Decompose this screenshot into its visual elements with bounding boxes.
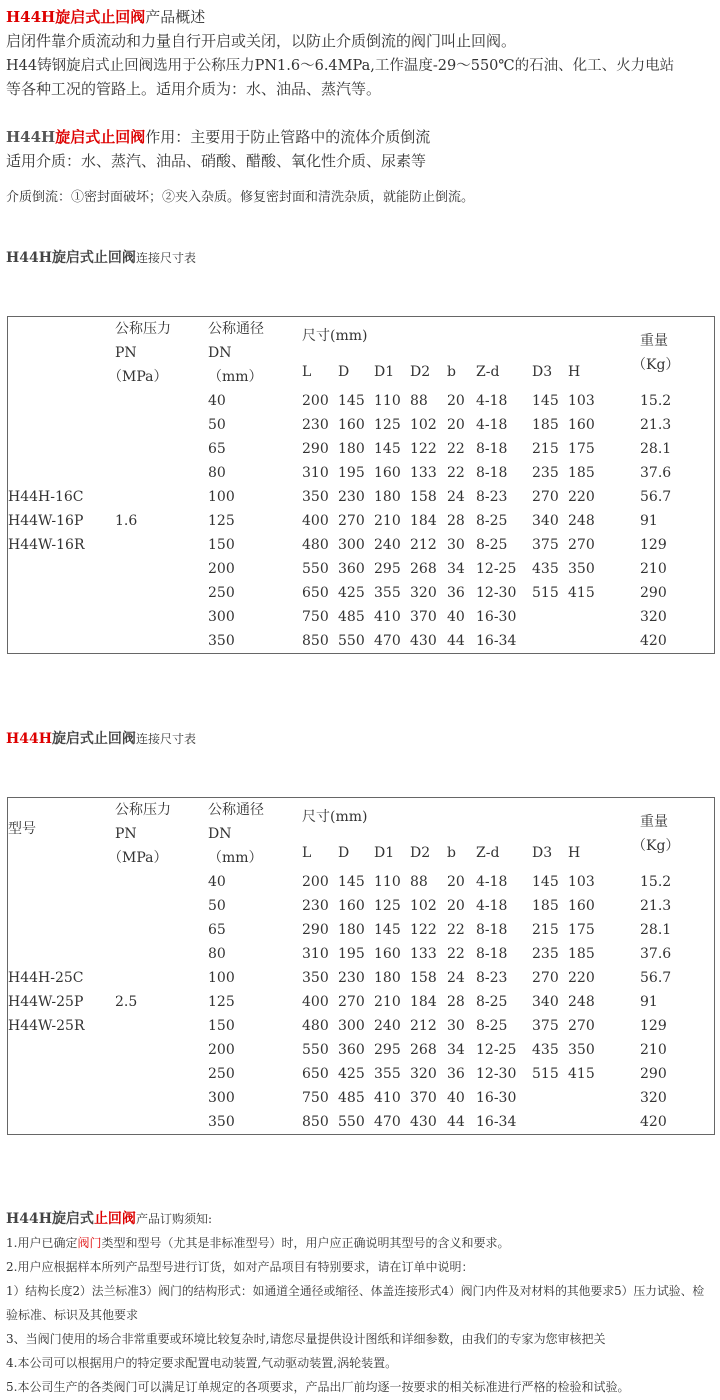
table-cell: 91	[640, 994, 658, 1010]
column-header: H	[568, 845, 581, 861]
order-title	[6, 1208, 212, 1228]
table-cell: 50	[208, 417, 226, 433]
table-cell: 375	[532, 537, 559, 553]
table-cell: 212	[410, 537, 437, 553]
intro-title	[6, 6, 205, 27]
table-cell: 22	[447, 441, 465, 457]
table-cell: 235	[532, 465, 559, 481]
table-cell: 133	[410, 946, 437, 962]
order-title-rest: 产品订购须知:	[135, 1212, 212, 1226]
table-cell: 30	[447, 1018, 465, 1034]
table-cell: 550	[302, 1042, 329, 1058]
column-header: D1	[374, 364, 395, 380]
table-cell: 50	[208, 898, 226, 914]
table-cell: 22	[447, 946, 465, 962]
table-cell: 370	[410, 1090, 437, 1106]
table-cell: 129	[640, 537, 667, 553]
table-cell: 100	[208, 970, 235, 986]
table-cell: 8-23	[476, 970, 508, 986]
table-cell: 185	[532, 898, 559, 914]
weight-unit: （Kg）	[632, 838, 680, 854]
table-cell: 415	[568, 585, 595, 601]
table-cell: 270	[532, 970, 559, 986]
table-cell: 12-25	[476, 1042, 517, 1058]
table-cell: 248	[568, 513, 595, 529]
table1-title	[6, 247, 196, 267]
table-cell: 160	[568, 898, 595, 914]
table-cell: 125	[208, 513, 235, 529]
dn-unit: （mm）	[208, 369, 263, 385]
table-cell: 270	[532, 489, 559, 505]
table-cell: 28.1	[640, 441, 672, 457]
table-cell: 430	[410, 1114, 437, 1130]
usage-line: 适用介质：水、蒸汽、油品、硝酸、醋酸、氧化性介质、尿素等	[6, 152, 427, 170]
pn-header: PN	[115, 345, 137, 361]
table-cell: 36	[447, 1066, 465, 1082]
column-header: b	[447, 364, 456, 380]
column-header: Z-d	[476, 845, 500, 861]
table-cell: 150	[208, 537, 235, 553]
table-cell: 420	[640, 633, 667, 649]
table-cell: 122	[410, 922, 437, 938]
table-cell: 200	[208, 1042, 235, 1058]
table-cell: 8-18	[476, 441, 508, 457]
table-cell: 230	[338, 970, 365, 986]
table-cell: 122	[410, 441, 437, 457]
table-cell: 355	[374, 585, 401, 601]
table-cell: 15.2	[640, 393, 672, 409]
pn-value: 1.6	[115, 513, 138, 529]
table-cell: 80	[208, 465, 226, 481]
order-line: 3、当阀门使用的场合非常重要或环境比较复杂时,请您尽量提供设计图纸和详细参数，由我们的专家为您审核把关	[6, 1332, 606, 1346]
table-cell: 360	[338, 561, 365, 577]
table-cell: 175	[568, 922, 595, 938]
intro-line: 等各种工况的管路上。适用介质为：水、油品、蒸汽等。	[6, 80, 382, 98]
table-cell: 375	[532, 1018, 559, 1034]
table-cell: 28.1	[640, 922, 672, 938]
intro-line: 启闭件靠介质流动和力量自行开启或关闭，以防止介质倒流的阀门叫止回阀。	[6, 32, 517, 50]
usage-prefix: H44H	[6, 128, 56, 146]
table-cell: 420	[640, 1114, 667, 1130]
table-cell: 103	[568, 393, 595, 409]
table-cell: 185	[532, 417, 559, 433]
table-cell: 36	[447, 585, 465, 601]
table-cell: 110	[374, 874, 401, 890]
table-cell: 850	[302, 1114, 329, 1130]
table-cell: 8-25	[476, 513, 508, 529]
dimension-table-pn25	[7, 797, 715, 1135]
intro-title-rest: 产品概述	[145, 8, 206, 26]
column-header: L	[302, 845, 312, 861]
table-cell: 320	[640, 1090, 667, 1106]
table-cell: 268	[410, 1042, 437, 1058]
table-cell: 56.7	[640, 970, 672, 986]
table-cell: 145	[374, 441, 401, 457]
table-cell: 350	[568, 1042, 595, 1058]
table-cell: 34	[447, 561, 465, 577]
table-cell: 210	[640, 1042, 667, 1058]
table-cell: 850	[302, 633, 329, 649]
model-name: H44H-16C	[8, 489, 84, 505]
table2-title-red: H44H	[6, 731, 52, 747]
table-cell: 28	[447, 513, 465, 529]
weight-unit: （Kg）	[632, 357, 680, 373]
weight-header: 重量	[640, 333, 668, 349]
table-cell: 145	[532, 393, 559, 409]
table-cell: 480	[302, 1018, 329, 1034]
table-cell: 102	[410, 898, 437, 914]
table-cell: 145	[338, 874, 365, 890]
column-header: L	[302, 364, 312, 380]
table-cell: 133	[410, 465, 437, 481]
table-cell: 470	[374, 633, 401, 649]
order-line: 2.用户应根据样本所列产品型号进行订货，如对产品项目有特别要求，请在订单中说明：	[6, 1260, 474, 1274]
table2-title-bold: 旋启式止回阀	[51, 731, 136, 747]
table-cell: 295	[374, 561, 401, 577]
table-cell: 195	[338, 465, 365, 481]
table-cell: 4-18	[476, 898, 508, 914]
table-cell: 65	[208, 441, 226, 457]
table-cell: 240	[374, 1018, 401, 1034]
table-cell: 20	[447, 874, 465, 890]
table-cell: 235	[532, 946, 559, 962]
weight-header: 重量	[640, 814, 668, 830]
usage-line: 介质倒流：①密封面破坏；②夹入杂质。修复密封面和清洗杂质，就能防止倒流。	[6, 190, 475, 205]
table-cell: 320	[640, 609, 667, 625]
pn-header: 公称压力	[115, 321, 171, 337]
table-cell: 100	[208, 489, 235, 505]
table-cell: 650	[302, 1066, 329, 1082]
table-cell: 160	[568, 417, 595, 433]
table1-title-bold: H44H旋启式止回阀	[6, 250, 136, 266]
table-cell: 16-34	[476, 633, 517, 649]
table-cell: 425	[338, 585, 365, 601]
table-cell: 40	[447, 1090, 465, 1106]
model-name: H44W-16R	[8, 537, 85, 553]
table-cell: 295	[374, 1042, 401, 1058]
table-cell: 350	[568, 561, 595, 577]
table-cell: 410	[374, 1090, 401, 1106]
table-cell: 160	[338, 417, 365, 433]
table-cell: 230	[302, 417, 329, 433]
column-header: Z-d	[476, 364, 500, 380]
table-cell: 40	[208, 874, 226, 890]
usage-title	[6, 126, 430, 147]
dn-header: 公称通径	[208, 321, 264, 337]
table-cell: 180	[374, 970, 401, 986]
table-cell: 340	[532, 513, 559, 529]
table-cell: 16-30	[476, 1090, 517, 1106]
table-cell: 750	[302, 1090, 329, 1106]
pn-unit: （MPa）	[108, 850, 168, 866]
table-cell: 21.3	[640, 898, 672, 914]
table-cell: 300	[208, 1090, 235, 1106]
dn-header: DN	[208, 345, 232, 361]
table-cell: 65	[208, 922, 226, 938]
table-cell: 158	[410, 489, 437, 505]
table-cell: 355	[374, 1066, 401, 1082]
table-cell: 430	[410, 633, 437, 649]
model-name: H44W-16P	[8, 513, 84, 529]
dimension-table-pn16	[7, 316, 715, 654]
table-cell: 290	[302, 922, 329, 938]
table-cell: 220	[568, 970, 595, 986]
table-cell: 300	[338, 537, 365, 553]
table-cell: 350	[302, 970, 329, 986]
column-header: D2	[410, 364, 431, 380]
table-cell: 160	[338, 898, 365, 914]
table-cell: 485	[338, 1090, 365, 1106]
order-line	[6, 1234, 509, 1251]
table-cell: 20	[447, 417, 465, 433]
table-cell: 145	[374, 922, 401, 938]
model-name: H44W-25R	[8, 1018, 85, 1034]
table-cell: 230	[302, 898, 329, 914]
table2-title	[6, 728, 196, 748]
table-cell: 485	[338, 609, 365, 625]
table-cell: 210	[374, 513, 401, 529]
table-cell: 250	[208, 1066, 235, 1082]
order-line: 1）结构长度2）法兰标准3）阀门的结构形式：如通道全通径或缩径、体盖连接形式4）阀门内件及对材料的其他要求5）压力试验、检	[6, 1284, 705, 1298]
table-cell: 210	[374, 994, 401, 1010]
table-cell: 184	[410, 994, 437, 1010]
table-cell: 8-18	[476, 946, 508, 962]
table-cell: 240	[374, 537, 401, 553]
column-header: D	[338, 845, 350, 861]
table-cell: 310	[302, 946, 329, 962]
table-cell: 550	[302, 561, 329, 577]
table-cell: 470	[374, 1114, 401, 1130]
table-cell: 210	[640, 561, 667, 577]
dn-header: 公称通径	[208, 802, 264, 818]
table-cell: 125	[374, 417, 401, 433]
table-cell: 37.6	[640, 946, 672, 962]
table-cell: 44	[447, 1114, 465, 1130]
order-title-red: 止回阀	[93, 1211, 136, 1227]
table1-title-rest: 连接尺寸表	[135, 251, 196, 265]
table-cell: 212	[410, 1018, 437, 1034]
table-cell: 270	[568, 1018, 595, 1034]
table-cell: 180	[374, 489, 401, 505]
table-cell: 4-18	[476, 417, 508, 433]
table-cell: 34	[447, 1042, 465, 1058]
table-cell: 400	[302, 513, 329, 529]
order-title-prefix: H44H旋启式	[6, 1211, 94, 1227]
table-cell: 270	[338, 513, 365, 529]
table-cell: 8-25	[476, 537, 508, 553]
usage-red: 旋启式止回阀	[55, 128, 146, 146]
table-cell: 248	[568, 994, 595, 1010]
table-cell: 160	[374, 946, 401, 962]
table-cell: 425	[338, 1066, 365, 1082]
dn-header: DN	[208, 826, 232, 842]
table-cell: 550	[338, 1114, 365, 1130]
table-cell: 20	[447, 393, 465, 409]
table-cell: 22	[447, 922, 465, 938]
table-cell: 184	[410, 513, 437, 529]
table-cell: 158	[410, 970, 437, 986]
intro-line: H44铸钢旋启式止回阀选用于公称压力PN1.6～6.4MPa,工作温度-29～550℃的石油、化工、火力电站	[6, 58, 675, 74]
column-header: b	[447, 845, 456, 861]
intro-title-red: H44H旋启式止回阀	[6, 8, 146, 26]
table-cell: 37.6	[640, 465, 672, 481]
order-line: 4.本公司可以根据用户的特定要求配置电动装置,气动驱动装置,涡轮装置。	[6, 1356, 398, 1370]
table-cell: 15.2	[640, 874, 672, 890]
table-cell: 185	[568, 946, 595, 962]
table-cell: 310	[302, 465, 329, 481]
table-cell: 515	[532, 585, 559, 601]
table-cell: 270	[338, 994, 365, 1010]
table-cell: 4-18	[476, 393, 508, 409]
table-cell: 180	[338, 922, 365, 938]
table-cell: 410	[374, 609, 401, 625]
pn-unit: （MPa）	[108, 369, 168, 385]
size-header: 尺寸(mm)	[302, 328, 368, 344]
table-cell: 110	[374, 393, 401, 409]
table-cell: 40	[447, 609, 465, 625]
table-cell: 200	[302, 393, 329, 409]
table-cell: 290	[640, 585, 667, 601]
model-name: H44H-25C	[8, 970, 84, 986]
column-header: D2	[410, 845, 431, 861]
table-cell: 370	[410, 609, 437, 625]
table-cell: 91	[640, 513, 658, 529]
table-cell: 30	[447, 537, 465, 553]
table-cell: 415	[568, 1066, 595, 1082]
table-cell: 435	[532, 561, 559, 577]
order-red: 阀门	[77, 1236, 102, 1250]
order-line: 5.本公司生产的各类阀门可以满足订单规定的各项要求，产品出厂前均逐一按要求的相关标准进行严格的检验和试验。	[6, 1380, 630, 1394]
table-cell: 16-30	[476, 609, 517, 625]
table-cell: 320	[410, 585, 437, 601]
pn-header: PN	[115, 826, 137, 842]
table-cell: 145	[338, 393, 365, 409]
size-header: 尺寸(mm)	[302, 809, 368, 825]
table-cell: 20	[447, 898, 465, 914]
table-cell: 750	[302, 609, 329, 625]
table-cell: 250	[208, 585, 235, 601]
table-cell: 12-25	[476, 561, 517, 577]
table-cell: 4-18	[476, 874, 508, 890]
dn-unit: （mm）	[208, 850, 263, 866]
order-line: 验标准、标识及其他要求	[6, 1308, 139, 1322]
table-cell: 435	[532, 1042, 559, 1058]
table-cell: 12-30	[476, 585, 517, 601]
table-cell: 340	[532, 994, 559, 1010]
table-cell: 24	[447, 970, 465, 986]
table-cell: 200	[208, 561, 235, 577]
table-cell: 175	[568, 441, 595, 457]
table-cell: 290	[640, 1066, 667, 1082]
table-cell: 350	[302, 489, 329, 505]
table-cell: 8-23	[476, 489, 508, 505]
table-cell: 8-25	[476, 994, 508, 1010]
column-header: H	[568, 364, 581, 380]
table-cell: 21.3	[640, 417, 672, 433]
table-cell: 145	[532, 874, 559, 890]
order-text: 类型和型号（尤其是非标准型号）时，用户应正确说明其型号的含义和要求。	[101, 1236, 510, 1250]
table-cell: 103	[568, 874, 595, 890]
table-cell: 125	[374, 898, 401, 914]
column-header: D3	[532, 845, 553, 861]
column-header: D3	[532, 364, 553, 380]
table-cell: 185	[568, 465, 595, 481]
table-cell: 195	[338, 946, 365, 962]
table-cell: 220	[568, 489, 595, 505]
table-cell: 320	[410, 1066, 437, 1082]
table2-title-rest: 连接尺寸表	[135, 732, 196, 746]
table-cell: 12-30	[476, 1066, 517, 1082]
table-cell: 215	[532, 922, 559, 938]
table-cell: 400	[302, 994, 329, 1010]
table-cell: 350	[208, 1114, 235, 1130]
table-cell: 88	[410, 874, 428, 890]
usage-rest: 作用：主要用于防止管路中的流体介质倒流	[145, 128, 431, 146]
table-cell: 180	[338, 441, 365, 457]
table-cell: 102	[410, 417, 437, 433]
table-cell: 160	[374, 465, 401, 481]
table-cell: 650	[302, 585, 329, 601]
column-header: D	[338, 364, 350, 380]
table-cell: 300	[338, 1018, 365, 1034]
table-cell: 24	[447, 489, 465, 505]
table-cell: 56.7	[640, 489, 672, 505]
table-cell: 40	[208, 393, 226, 409]
table-cell: 270	[568, 537, 595, 553]
table-cell: 480	[302, 537, 329, 553]
table-cell: 8-18	[476, 922, 508, 938]
table-cell: 215	[532, 441, 559, 457]
table-cell: 230	[338, 489, 365, 505]
column-header: D1	[374, 845, 395, 861]
table-cell: 360	[338, 1042, 365, 1058]
model-header: 型号	[8, 821, 36, 837]
table-cell: 200	[302, 874, 329, 890]
table-cell: 8-18	[476, 465, 508, 481]
table-cell: 268	[410, 561, 437, 577]
model-name: H44W-25P	[8, 994, 84, 1010]
pn-header: 公称压力	[115, 802, 171, 818]
table-cell: 80	[208, 946, 226, 962]
table-cell: 22	[447, 465, 465, 481]
table-cell: 290	[302, 441, 329, 457]
table-cell: 44	[447, 633, 465, 649]
order-text: 1.用户已确定	[6, 1236, 78, 1250]
table-cell: 550	[338, 633, 365, 649]
pn-value: 2.5	[115, 994, 138, 1010]
table-cell: 515	[532, 1066, 559, 1082]
table-cell: 125	[208, 994, 235, 1010]
table-cell: 16-34	[476, 1114, 517, 1130]
table-cell: 28	[447, 994, 465, 1010]
table-cell: 150	[208, 1018, 235, 1034]
table-cell: 88	[410, 393, 428, 409]
table-cell: 8-25	[476, 1018, 508, 1034]
table-cell: 350	[208, 633, 235, 649]
table-cell: 129	[640, 1018, 667, 1034]
table-cell: 300	[208, 609, 235, 625]
